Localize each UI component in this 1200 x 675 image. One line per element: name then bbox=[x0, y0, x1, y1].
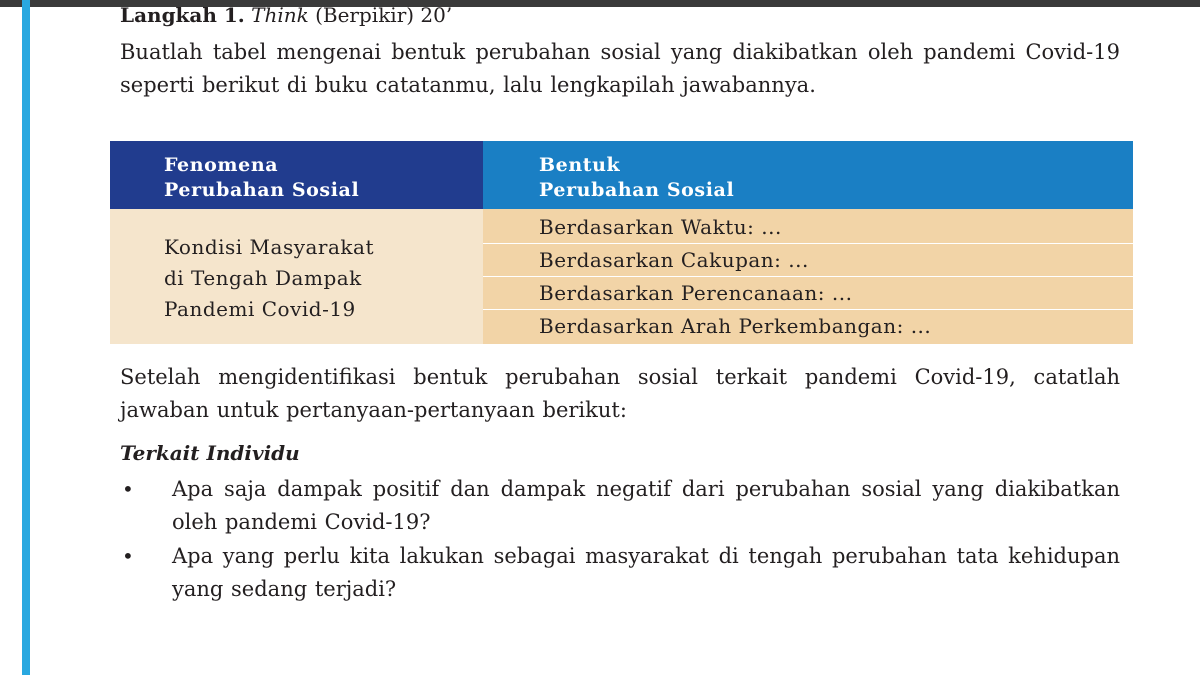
header-phenomenon bbox=[110, 141, 483, 209]
form-options-cell bbox=[483, 209, 1133, 344]
phenomenon-cell bbox=[110, 209, 483, 344]
social-change-table bbox=[110, 141, 1133, 344]
phenomenon-cell-text bbox=[164, 232, 374, 325]
option-row bbox=[483, 310, 1133, 343]
header-form-line-2: Perubahan Sosial bbox=[539, 179, 735, 201]
option-row bbox=[483, 211, 1133, 244]
step-rest: (Berpikir) 20’ bbox=[315, 3, 453, 27]
header-form-line-1: Bentuk bbox=[539, 154, 621, 176]
phenomenon-line-1: Kondisi Masyarakat bbox=[164, 235, 374, 259]
step-heading bbox=[120, 3, 452, 27]
after-table-paragraph: Setelah mengidentifikasi bentuk perubahan sosial terkait pandemi Covid-19, catatlah jawaban untuk pertanyaan-pertanyaan berikut: bbox=[120, 365, 1120, 422]
header-phenomenon-text bbox=[164, 153, 359, 203]
question-1: Apa saja dampak positif dan dampak negatif dari perubahan sosial yang diakibatkan oleh pandemi Covid-19? bbox=[172, 477, 1120, 534]
option-scope: Berdasarkan Cakupan: ... bbox=[539, 248, 809, 272]
option-direction: Berdasarkan Arah Perkembangan: ... bbox=[539, 314, 932, 338]
step-method: Think bbox=[251, 3, 309, 27]
option-planning: Berdasarkan Perencanaan: ... bbox=[539, 281, 853, 305]
header-phenomenon-line-1: Fenomena bbox=[164, 154, 279, 176]
option-row bbox=[483, 277, 1133, 310]
step-label: Langkah 1. bbox=[120, 3, 245, 27]
phenomenon-line-3: Pandemi Covid-19 bbox=[164, 297, 356, 321]
intro-paragraph: Buatlah tabel mengenai bentuk perubahan sosial yang diakibatkan oleh pandemi Covid-19 seperti berikut di buku catatanmu, lalu lengkapilah jawabannya. bbox=[120, 40, 1120, 97]
header-form bbox=[483, 141, 1133, 209]
phenomenon-line-2: di Tengah Dampak bbox=[164, 266, 362, 290]
section-title: Terkait Individu bbox=[120, 441, 300, 465]
page-margin-bar bbox=[22, 0, 30, 675]
header-form-text bbox=[539, 153, 734, 203]
option-row bbox=[483, 244, 1133, 277]
option-time: Berdasarkan Waktu: ... bbox=[539, 215, 782, 239]
question-2: Apa yang perlu kita lakukan sebagai masyarakat di tengah perubahan tata kehidupan yang sedang terjadi? bbox=[172, 544, 1120, 601]
bullet-marker: • bbox=[122, 477, 134, 501]
header-phenomenon-line-2: Perubahan Sosial bbox=[164, 179, 360, 201]
bullet-marker: • bbox=[122, 544, 134, 568]
